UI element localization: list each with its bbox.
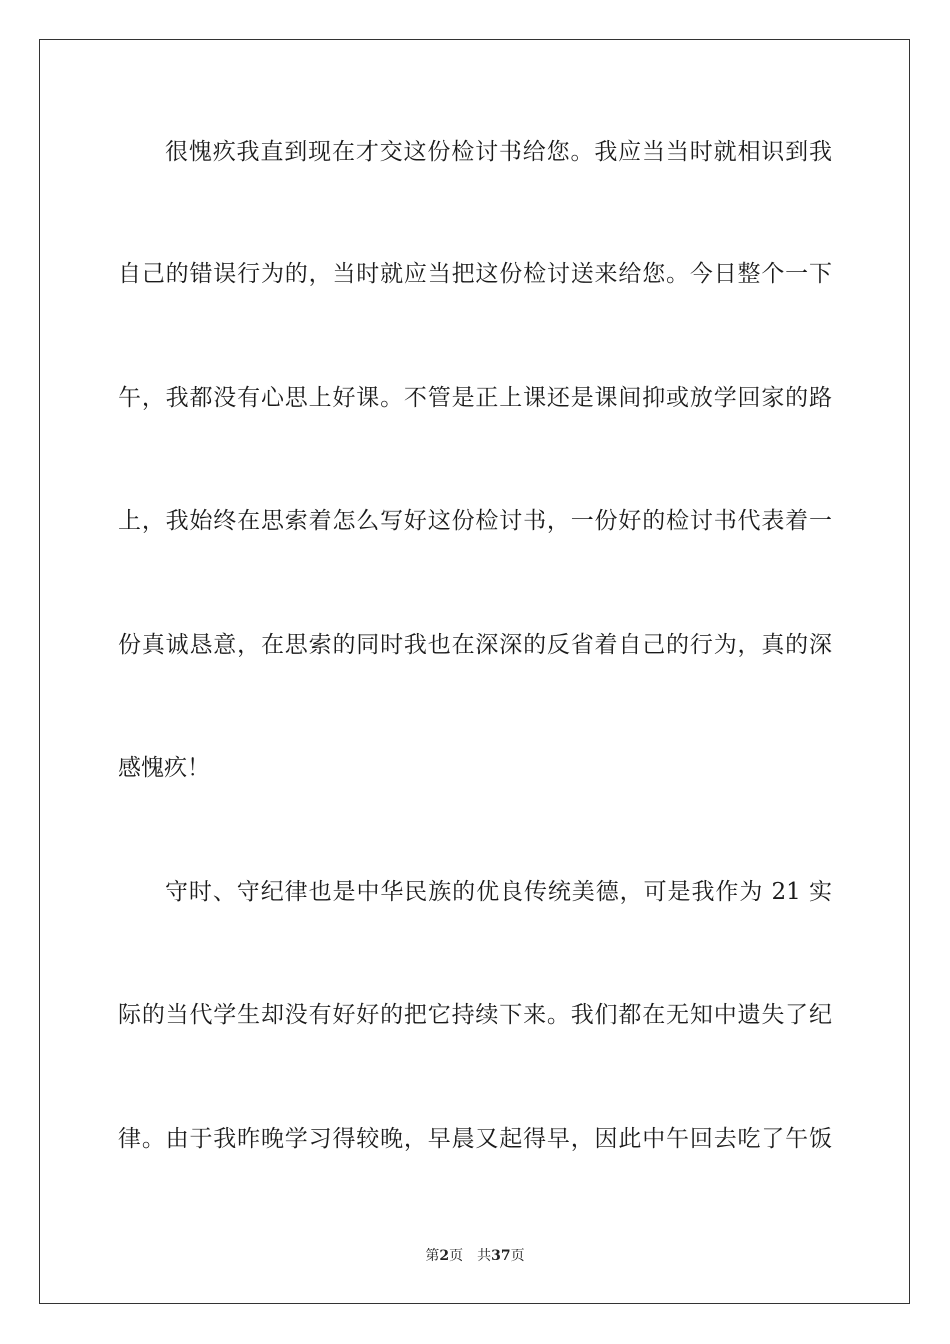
paragraph-1-line-4: 上，我始终在思索着怎么写好这份检讨书，一份好的检讨书代表着一	[118, 508, 832, 534]
total-pages: 37	[491, 1248, 511, 1264]
page-suffix: 页	[449, 1248, 464, 1264]
paragraph-1-line-1: 很愧疚我直到现在才交这份检讨书给您。我应当当时就相识到我	[165, 139, 832, 165]
paragraph-2-line-1: 守时、守纪律也是中华民族的优良传统美德，可是我作为 21 实	[165, 879, 832, 905]
page-footer	[0, 1247, 950, 1265]
page-border	[39, 39, 910, 1304]
page-number: 2	[439, 1248, 450, 1264]
paragraph-1-line-6: 感愧疚！	[118, 755, 210, 781]
paragraph-2-line-2: 际的当代学生却没有好好的把它持续下来。我们都在无知中遗失了纪	[118, 1002, 832, 1028]
page-prefix: 第	[425, 1248, 440, 1264]
paragraph-1-line-5: 份真诚恳意，在思索的同时我也在深深的反省着自己的行为，真的深	[118, 632, 832, 658]
paragraph-1-line-2: 自己的错误行为的，当时就应当把这份检讨送来给您。今日整个一下	[118, 261, 832, 287]
paragraph-2-line-3: 律。由于我昨晚学习得较晚，早晨又起得早，因此中午回去吃了午饭	[118, 1126, 832, 1152]
total-prefix: 共	[477, 1248, 492, 1264]
total-suffix: 页	[510, 1248, 525, 1264]
paragraph-1-line-3: 午，我都没有心思上好课。不管是正上课还是课间抑或放学回家的路	[118, 385, 832, 411]
